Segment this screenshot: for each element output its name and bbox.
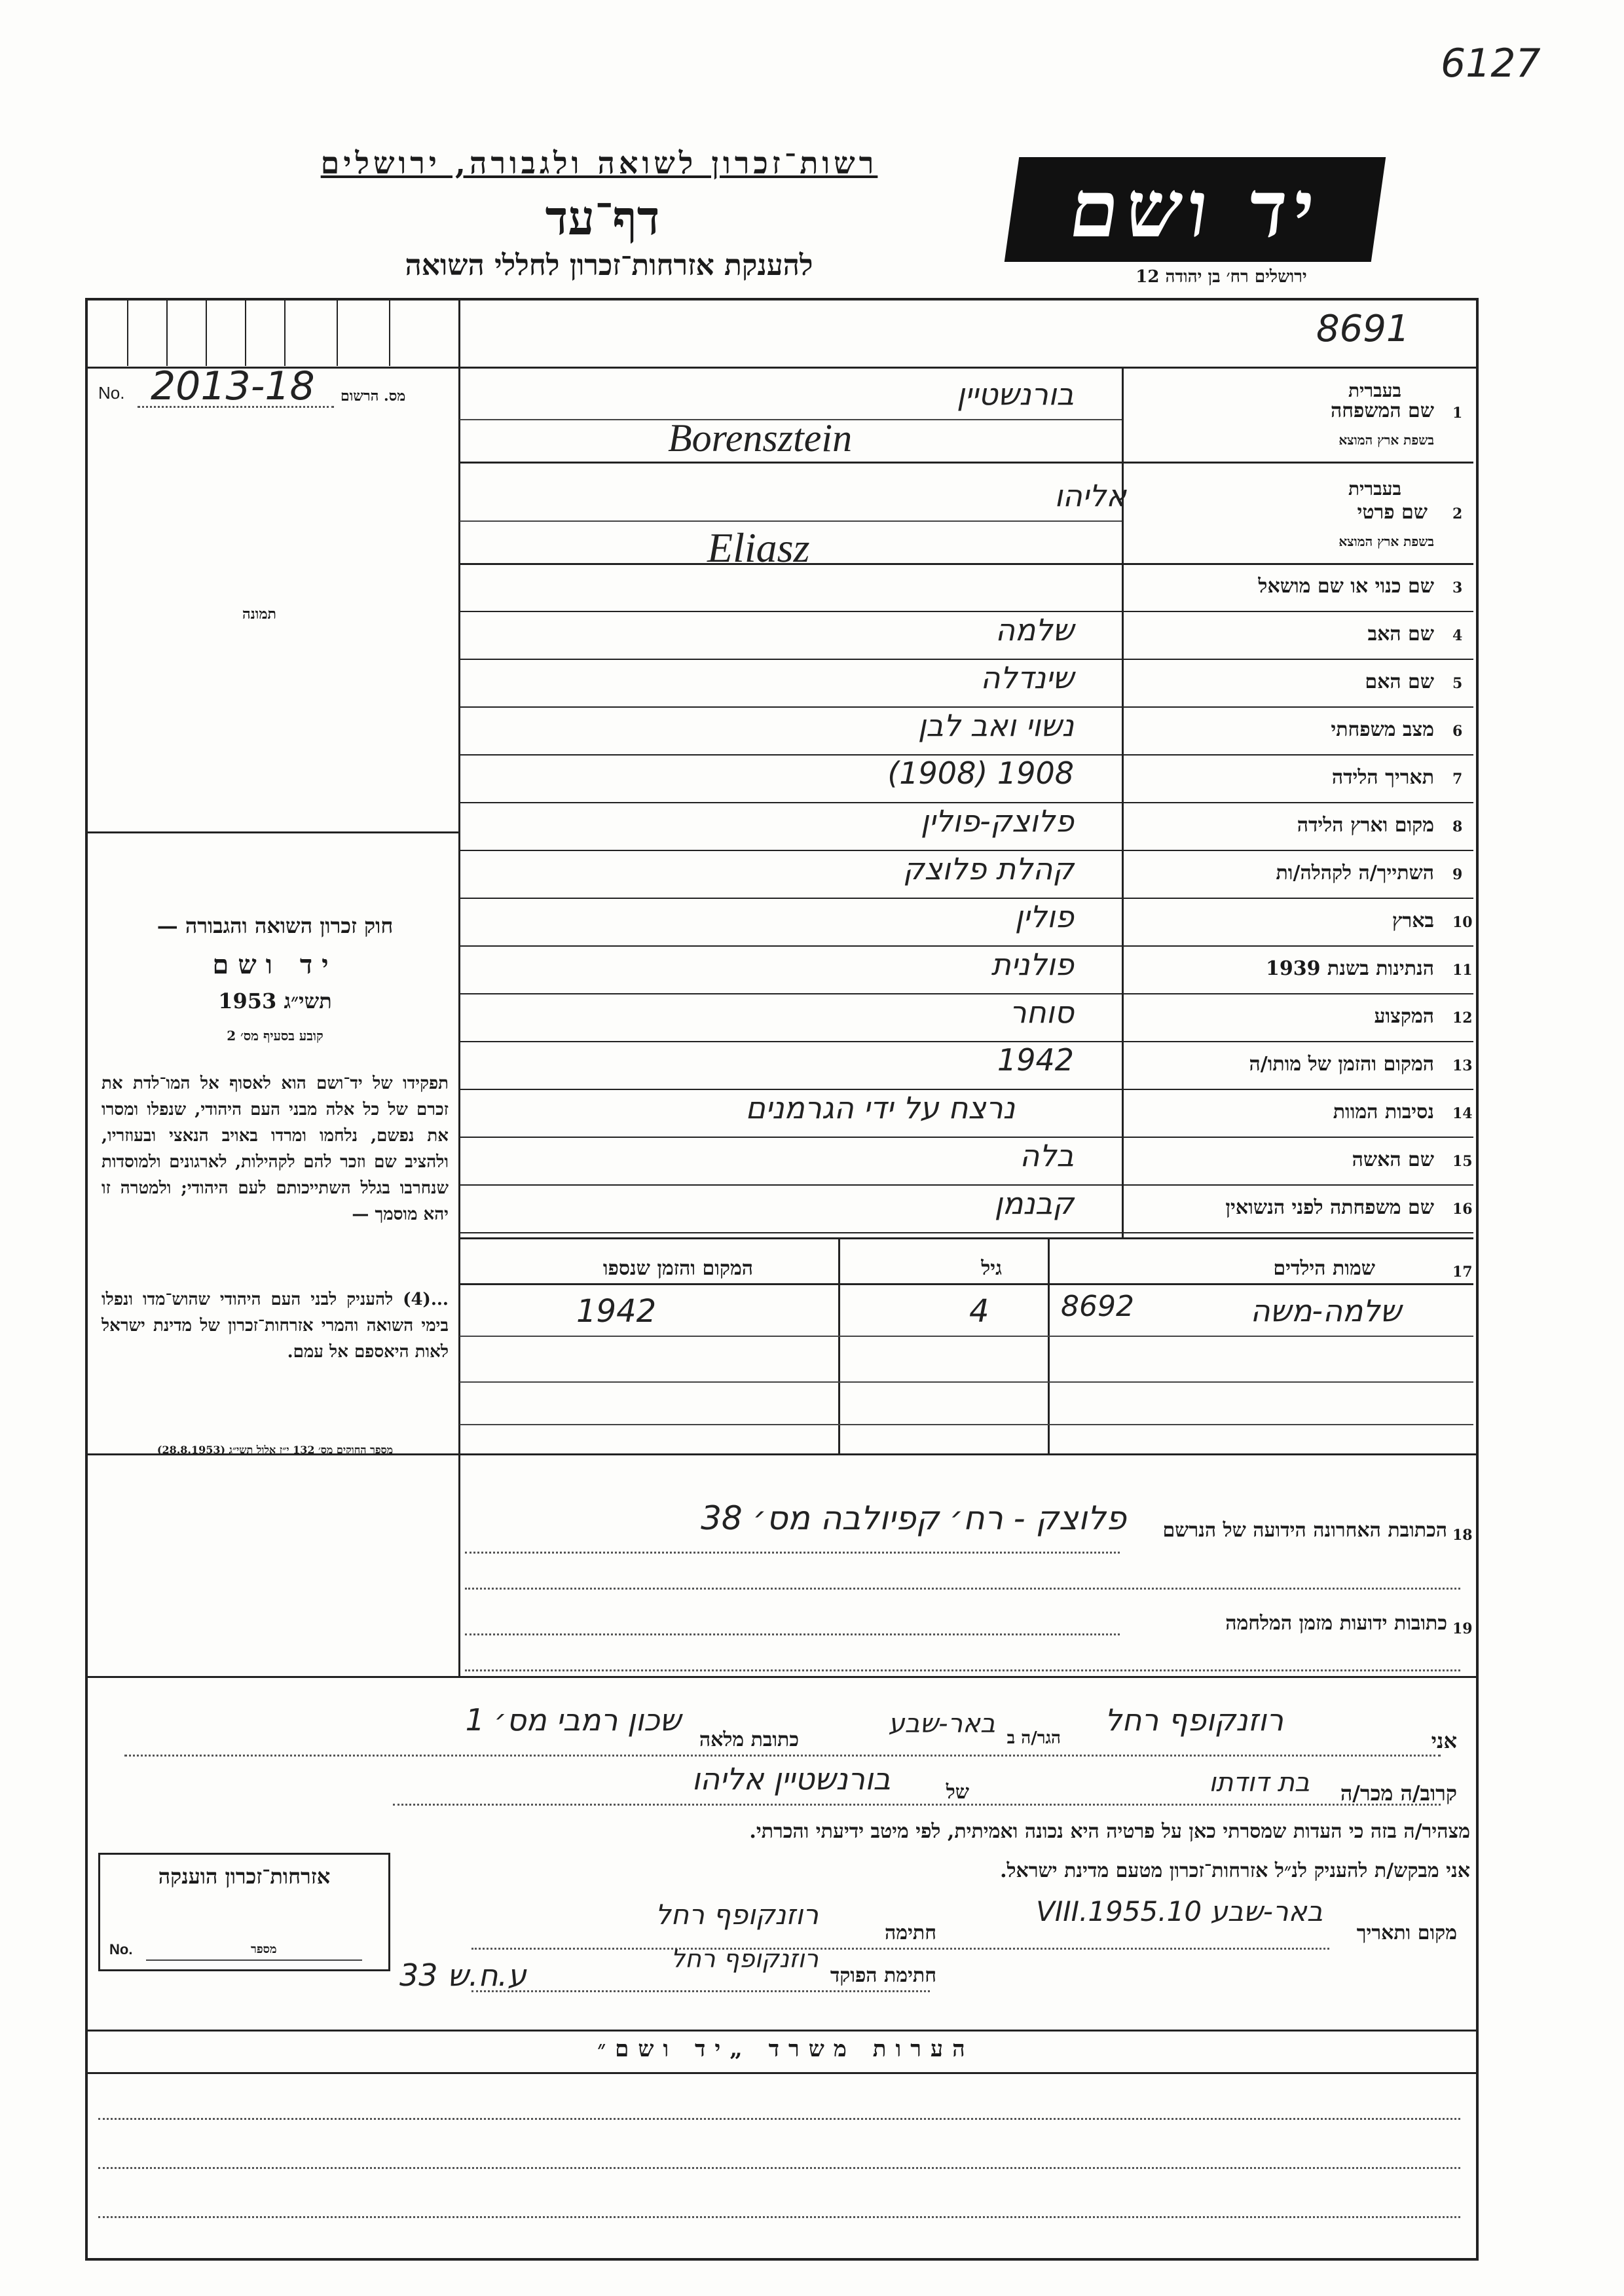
document-subtitle: להענקת אזרחות־זכרון לחללי השואה xyxy=(405,249,813,282)
decl-of: בורנשטיין אליהו xyxy=(692,1761,891,1796)
field-7-value: 1908 (1908) xyxy=(887,756,1074,791)
decl-relation-label: קרוב/ה מכר/ה xyxy=(1340,1781,1457,1806)
field-14-value: נרצח על ידי הגרמנים xyxy=(745,1090,1015,1125)
field-5-value: שינדלה xyxy=(980,660,1074,695)
field-11-num: 11 xyxy=(1452,962,1473,979)
field-18-value: פלוצק - רח׳ קפיולבה מס׳ 38 xyxy=(701,1499,1126,1537)
decl-signature: רוזנקופף רחל xyxy=(655,1899,819,1931)
field-18-num: 18 xyxy=(1452,1527,1473,1544)
children-header-place-time: המקום והזמן שנספו xyxy=(602,1257,753,1280)
field-2-num: 2 xyxy=(1452,505,1463,522)
field-11-value: פולנית xyxy=(991,947,1074,982)
field-1-value-hebrew: בורנשטיין xyxy=(956,376,1074,412)
decl-residing: באר-שבע xyxy=(888,1709,995,1739)
decl-statement: מצהיר/ה בזה כי העדות שמסרתי כאן על פרטיה היא נכונה ואמיתית, לפי מיטב ידיעתי והכרתי. xyxy=(749,1820,1470,1843)
field-4-value: שלמה xyxy=(995,612,1074,647)
field-8-value: פלוצק-פולין xyxy=(920,803,1074,839)
field-2-sub-hebrew: בעברית xyxy=(1348,478,1401,500)
decl-name: רוזנקופף רחל xyxy=(1105,1702,1283,1738)
field-3-num: 3 xyxy=(1452,579,1463,596)
code-boxes xyxy=(88,301,458,367)
field-2-label: שם פרטי xyxy=(1357,501,1428,524)
field-13-label: המקום והזמן של מותו/ה xyxy=(1249,1053,1434,1076)
yad-vashem-logo xyxy=(1005,157,1386,262)
field-2-value-latin: Eliasz xyxy=(707,524,810,571)
field-13-value: 1942 xyxy=(997,1042,1074,1078)
citizenship-box xyxy=(98,1853,390,1971)
field-1-label: שם המשפחה xyxy=(1330,399,1434,422)
field-7-num: 7 xyxy=(1452,771,1463,788)
field-12-num: 12 xyxy=(1452,1010,1473,1027)
field-1-num: 1 xyxy=(1452,405,1463,422)
child-1-name: שלמה-משה xyxy=(1250,1293,1401,1328)
decl-ani: אני xyxy=(1431,1728,1457,1753)
decl-officer-signature: רוזנקופף רחל xyxy=(671,1944,819,1973)
child-1-id: 8692 xyxy=(1061,1290,1134,1323)
citizenship-box-title: אזרחות־זכרון הוענקה xyxy=(158,1864,331,1889)
field-2-sub-origin: בשפת ארץ המוצא xyxy=(1338,534,1434,549)
field-9-value: קהלת פלוצק xyxy=(902,851,1074,886)
decl-place-date: באר-שבע 10.VIII.1955 xyxy=(1036,1895,1323,1927)
field-11-label: הנתינות בשנת 1939 xyxy=(1265,957,1434,980)
field-7-label: תאריך הלידה xyxy=(1331,766,1434,789)
authority-title: רשות־זכרון לשואה ולגבורה, ירושלים xyxy=(320,145,878,181)
decl-address: שכון רמבי מס׳ 1 xyxy=(465,1702,681,1738)
registration-no-label: No. xyxy=(98,383,125,403)
decl-officer-note: 33 ע.ח.ש xyxy=(399,1958,526,1993)
registration-no-value: 2013-18 xyxy=(151,363,315,409)
field-13-num: 13 xyxy=(1452,1057,1473,1074)
field-16-num: 16 xyxy=(1452,1201,1473,1218)
field-9-num: 9 xyxy=(1452,866,1463,883)
decl-place-date-label: מקום ותאריך xyxy=(1356,1922,1457,1944)
field-8-num: 8 xyxy=(1452,818,1463,835)
children-header-names: שמות הילדים xyxy=(1273,1257,1375,1280)
field-15-num: 15 xyxy=(1452,1153,1473,1170)
logo-address: ירושלים רח׳ בן יהודה 12 xyxy=(1135,267,1307,287)
photo-label: תמונה xyxy=(242,606,276,623)
decl-officer-label: חתימת הפוקד xyxy=(830,1964,936,1987)
field-6-num: 6 xyxy=(1452,723,1463,740)
field-1-sub-origin: בשפת ארץ המוצא xyxy=(1338,432,1434,448)
citizenship-mispar: מספר xyxy=(251,1942,277,1956)
field-15-label: שם האשה xyxy=(1352,1148,1434,1171)
law-paragraph-2: ...(4) להעניק לבני העם היהודי שהוש־מדו ונפלו בימי השואה והמרי אזרחות־זכרון של מדינת ישראל לאות היאספם אל עמם. xyxy=(101,1290,449,1362)
field-5-num: 5 xyxy=(1452,675,1463,692)
logo-text: יד ושם xyxy=(1063,163,1327,255)
decl-signature-label: חתימה xyxy=(885,1922,936,1944)
law-year: תשי״ג 1953 xyxy=(218,989,332,1013)
law-footnote: מספר החוקים מס׳ 132 י״ז אלול תשי״ג (28.8.1953) xyxy=(157,1444,394,1456)
field-18-label: הכתובת האחרונה הידועה של הנרשם xyxy=(1162,1519,1447,1542)
field-1-value-latin: Borensztein xyxy=(668,416,853,460)
decl-relation: בת דודתו xyxy=(1209,1768,1310,1798)
field-2-value-hebrew: אליהו xyxy=(1054,478,1126,513)
law-name: יד ושם xyxy=(212,949,338,980)
field-5-label: שם האם xyxy=(1365,670,1434,693)
field-19-label: כתובות ידועות מזמן המלחמה xyxy=(1225,1612,1447,1635)
child-1-place-time: 1942 xyxy=(576,1293,657,1330)
top-reference-number: 8691 xyxy=(1316,308,1410,350)
field-4-label: שם האב xyxy=(1367,623,1434,646)
field-14-label: נסיבות המוות xyxy=(1333,1101,1434,1123)
field-16-value: קבנמן xyxy=(994,1186,1074,1221)
field-10-num: 10 xyxy=(1452,914,1473,931)
field-4-num: 4 xyxy=(1452,627,1463,644)
remarks-title: הערות משרד „יד ושם״ xyxy=(597,2036,974,2062)
citizenship-no-label: No. xyxy=(109,1941,133,1958)
field-16-label: שם משפחתה לפני הנשואין xyxy=(1225,1196,1434,1219)
field-8-label: מקום וארץ הלידה xyxy=(1297,814,1434,837)
field-14-num: 14 xyxy=(1452,1105,1473,1122)
field-6-value: נשוי ואב לבן xyxy=(917,708,1074,743)
field-17-num: 17 xyxy=(1452,1264,1473,1281)
decl-residing-label: הגר/ה ב xyxy=(1006,1728,1061,1748)
law-paragraph-1: תפקידו של יד־ושם הוא לאסוף אל המו־לדת את זכרם של כל אלה מבני העם היהודי, שנפלו ומסרו את נפשם, נלחמו ומרדו באויב הנאצי ובעוזריו, ולהציב שם וזכר להם לקהילות, לארגונים ולמוסדות שנחרבו בגלל השתייכותם לעם היהודי; ולמטרה זו יהא מוסמך — xyxy=(101,1074,449,1224)
decl-of-label: של xyxy=(946,1781,969,1804)
decl-request: אני מבקש/ת להעניק לנ״ל אזרחות־זכרון מטעם מדינת ישראל. xyxy=(1000,1859,1470,1882)
law-clause: קובע בסעיף מס׳ 2 xyxy=(227,1028,323,1044)
registration-label: מס. הרשום xyxy=(341,388,406,405)
field-15-value: בלה xyxy=(1020,1138,1074,1173)
field-12-value: סוחר xyxy=(1009,994,1074,1030)
field-9-label: השתייך/ה לקהלה/ות xyxy=(1276,862,1434,884)
field-10-label: בארץ xyxy=(1392,909,1434,932)
field-12-label: המקצוע xyxy=(1374,1005,1434,1028)
document-title: דף־עד xyxy=(545,190,660,246)
page-number: 6127 xyxy=(1441,41,1541,86)
child-1-age: 4 xyxy=(969,1293,989,1330)
field-19-num: 19 xyxy=(1452,1620,1473,1637)
law-title: חוק זכרון השואה והגבורה — xyxy=(157,913,394,938)
children-header-age: גיל xyxy=(981,1257,1002,1280)
field-1-sub-hebrew: בעברית xyxy=(1348,380,1401,401)
field-10-value: פולין xyxy=(1014,899,1074,934)
field-3-label: שם כנוי או שם מושאל xyxy=(1258,575,1434,598)
field-6-label: מצב משפחתי xyxy=(1331,718,1434,741)
decl-address-label: כתובת מלאה xyxy=(699,1728,799,1751)
